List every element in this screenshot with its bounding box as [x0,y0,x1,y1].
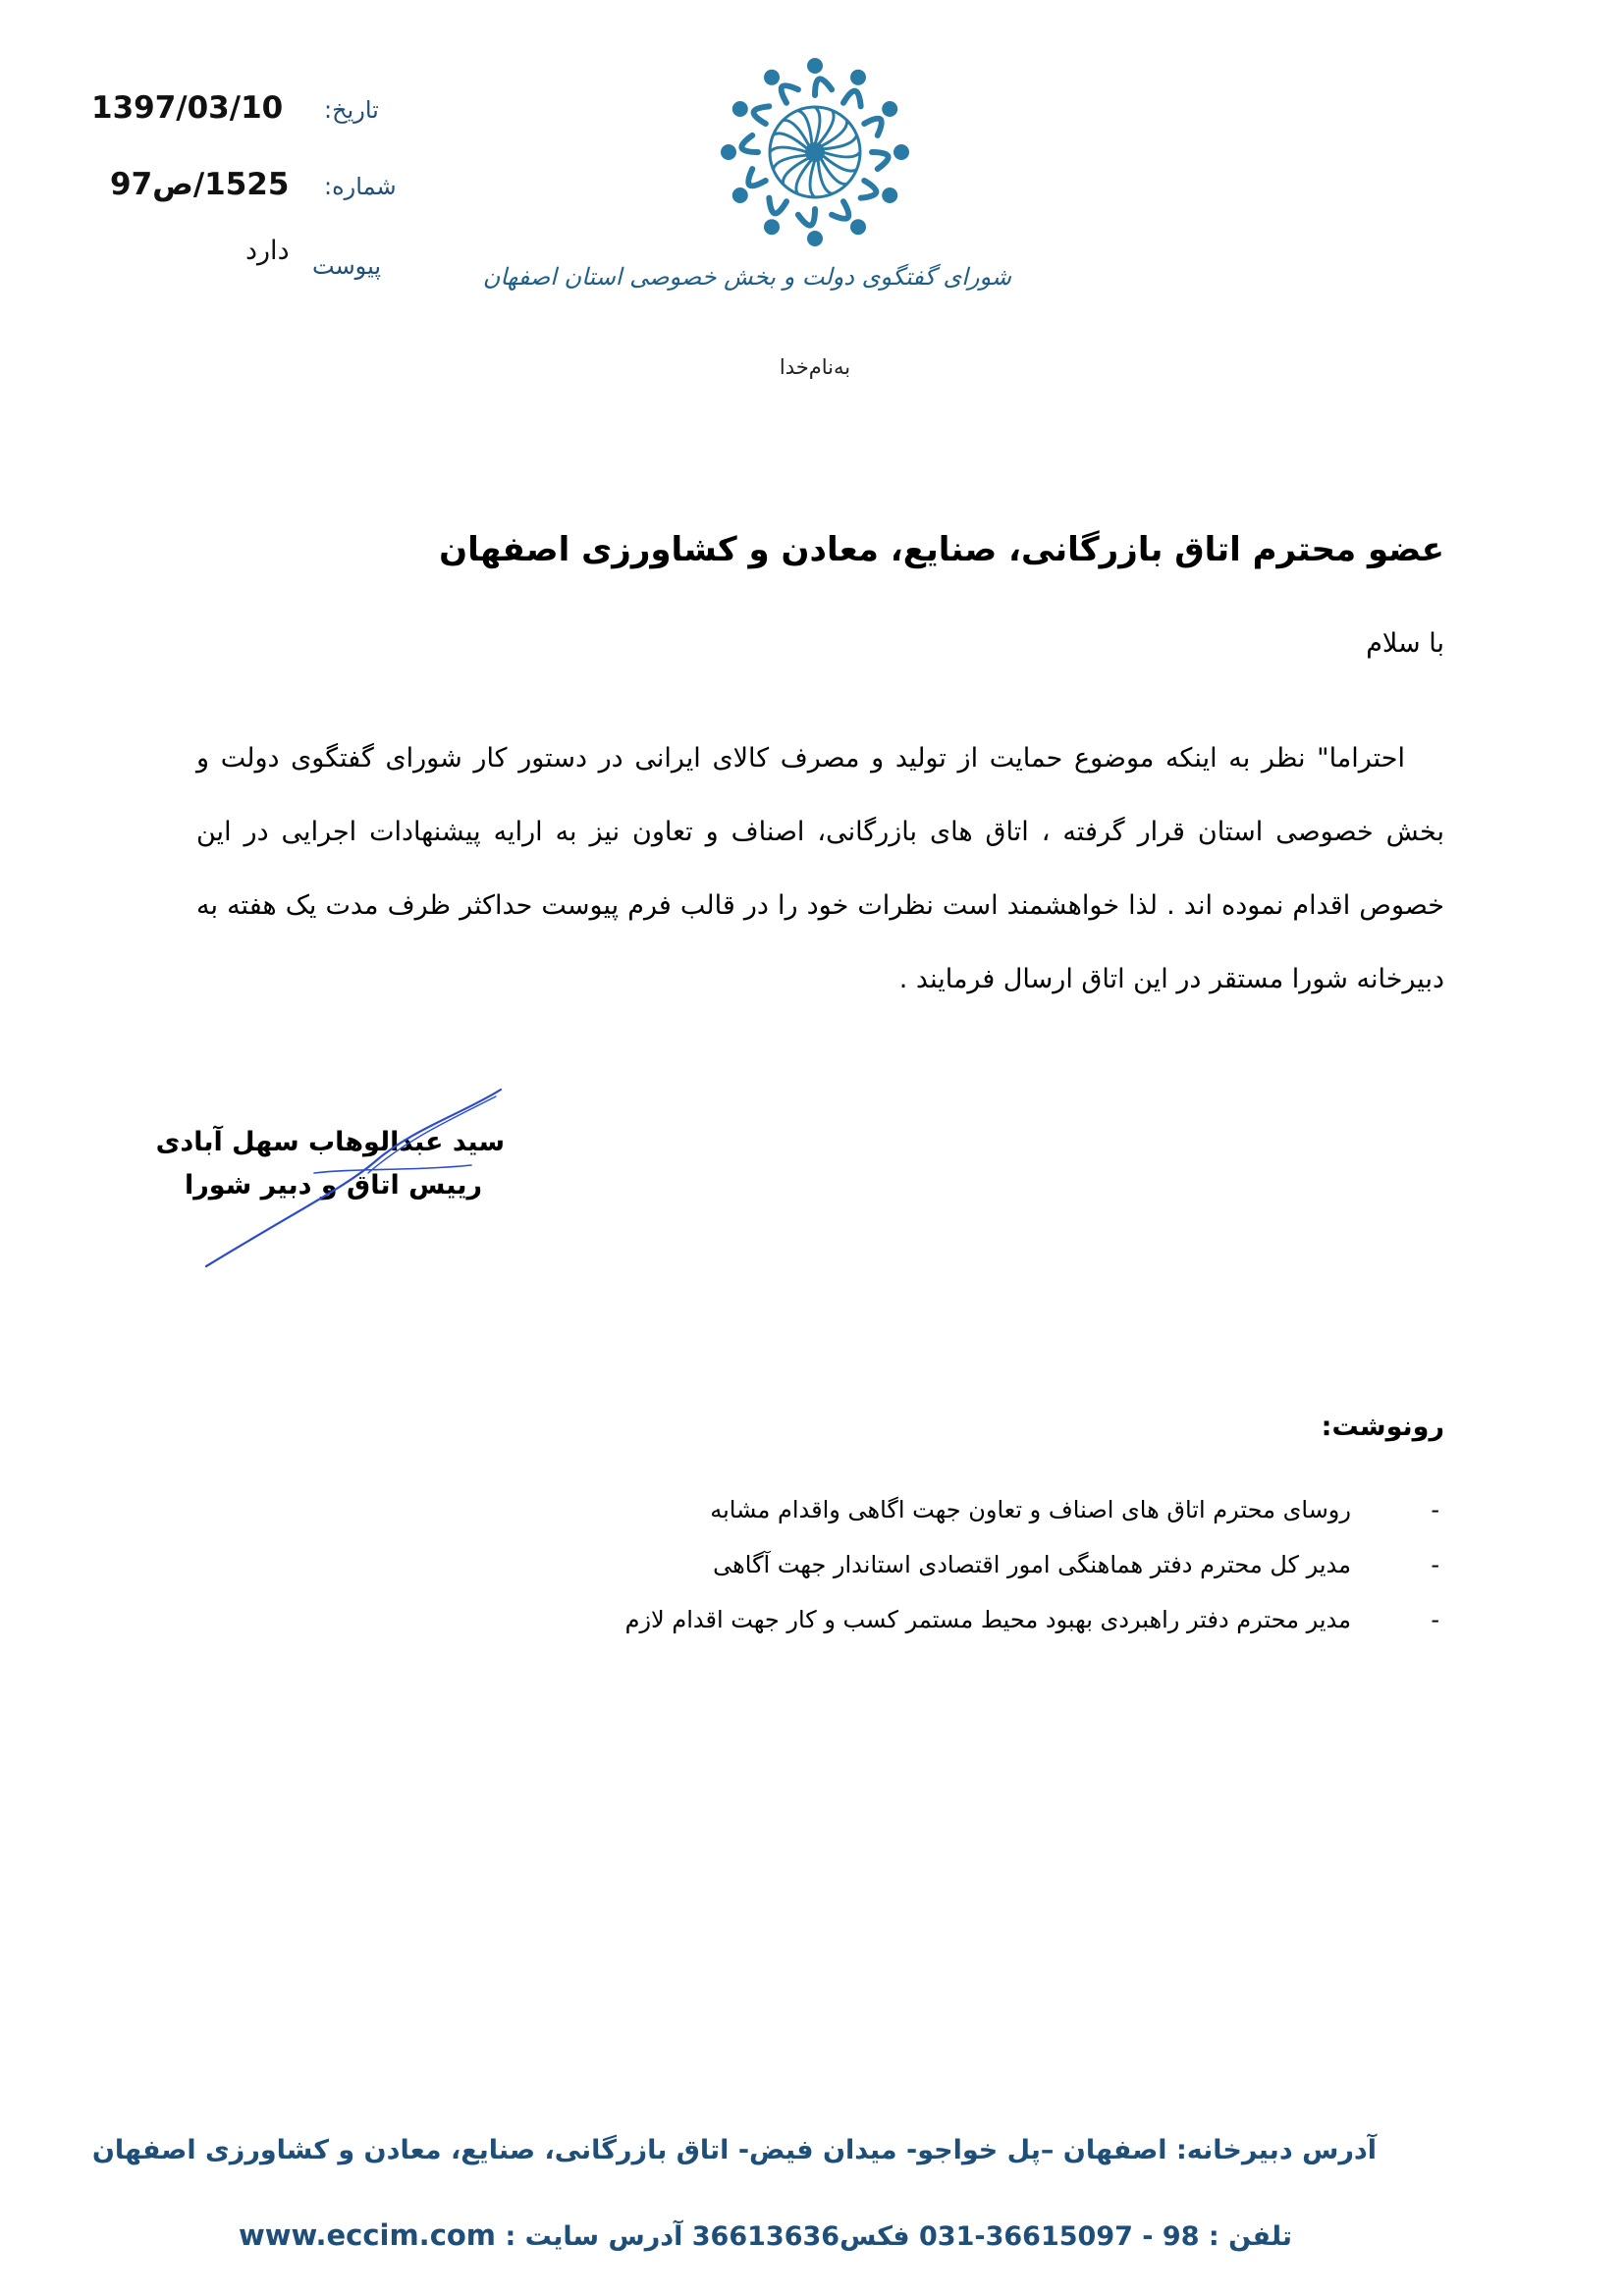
logo-caption: شورای گفتگوی دولت و بخش خصوصی استان اصفهان [482,263,1011,291]
number-value: 1525/ص97 [110,167,290,202]
footer-address: آدرس دبیرخانه: اصفهان –پل خواجو- میدان فیض- اتاق بازرگانی، صنایع، معادن و کشاورزی اصفهان [91,2135,1377,2165]
footer-contact-text: تلفن : 98 - 36615097-031 فکس36613636 آدرس سایت : [505,2221,1292,2252]
attachment-label: پیوست [312,252,381,280]
cc-bullet: - [1431,1496,1439,1523]
date-label: تاریخ: [324,96,379,124]
cc-bullet: - [1431,1606,1439,1633]
cc-item [624,1592,1439,1647]
council-emblem-icon [707,54,923,250]
cc-bullet: - [1431,1551,1439,1578]
greeting: با سلام [1366,628,1444,659]
letter-body [196,721,1444,1016]
cc-list [624,1482,1439,1647]
recipient-line: عضو محترم اتاق بازرگانی، صنایع، معادن و کشاورزی اصفهان [439,530,1444,569]
cc-item [625,1537,1439,1592]
attachment-value: دارد [245,236,290,266]
footer-contact [196,2218,1292,2252]
cc-title: رونوشت: [1321,1412,1444,1442]
cc-item-text: مدیر کل محترم دفتر هماهنگی امور اقتصادی استاندار جهت آگاهی [713,1551,1351,1578]
cc-item-text: مدیر محترم دفتر راهبردی بهبود محیط مستمر کسب و کار جهت اقدام لازم [624,1606,1351,1633]
date-value: 1397/03/10 [91,90,284,126]
cc-item [625,1482,1439,1537]
cc-item-text: روسای محترم اتاق های اصناف و تعاون جهت اگاهی واقدام مشابه [710,1496,1351,1523]
letter-body-paragraph: احتراما" نظر به اینکه موضوع حمایت از تولید و مصرف کالای ایرانی در دستور کار شورای گفتگوی دولت و بخش خصوصی استان قرار گرفته ، اتاق های بازرگانی، اصناف و تعاون نیز به ارایه پیشنهادات اجرایی در این خصوص اقدام نموده اند . لذا خواهشمند است نظرات خود را در قالب فرم پیوست حداکثر ظرف مدت یک هفته به دبیرخانه شورا مستقر در این اتاق ارسال فرمایند . [196,743,1444,994]
number-label: شماره: [324,173,397,200]
signer-title: رییس اتاق و دبیر شورا [184,1170,482,1201]
signer-name: سید عبدالوهاب سهل آبادی [155,1127,505,1157]
signature-stroke-icon [196,1075,520,1271]
footer-website-link[interactable]: www.eccim.com [238,2218,497,2252]
bismillah-heading: به‌نام‌خدا [779,355,851,379]
